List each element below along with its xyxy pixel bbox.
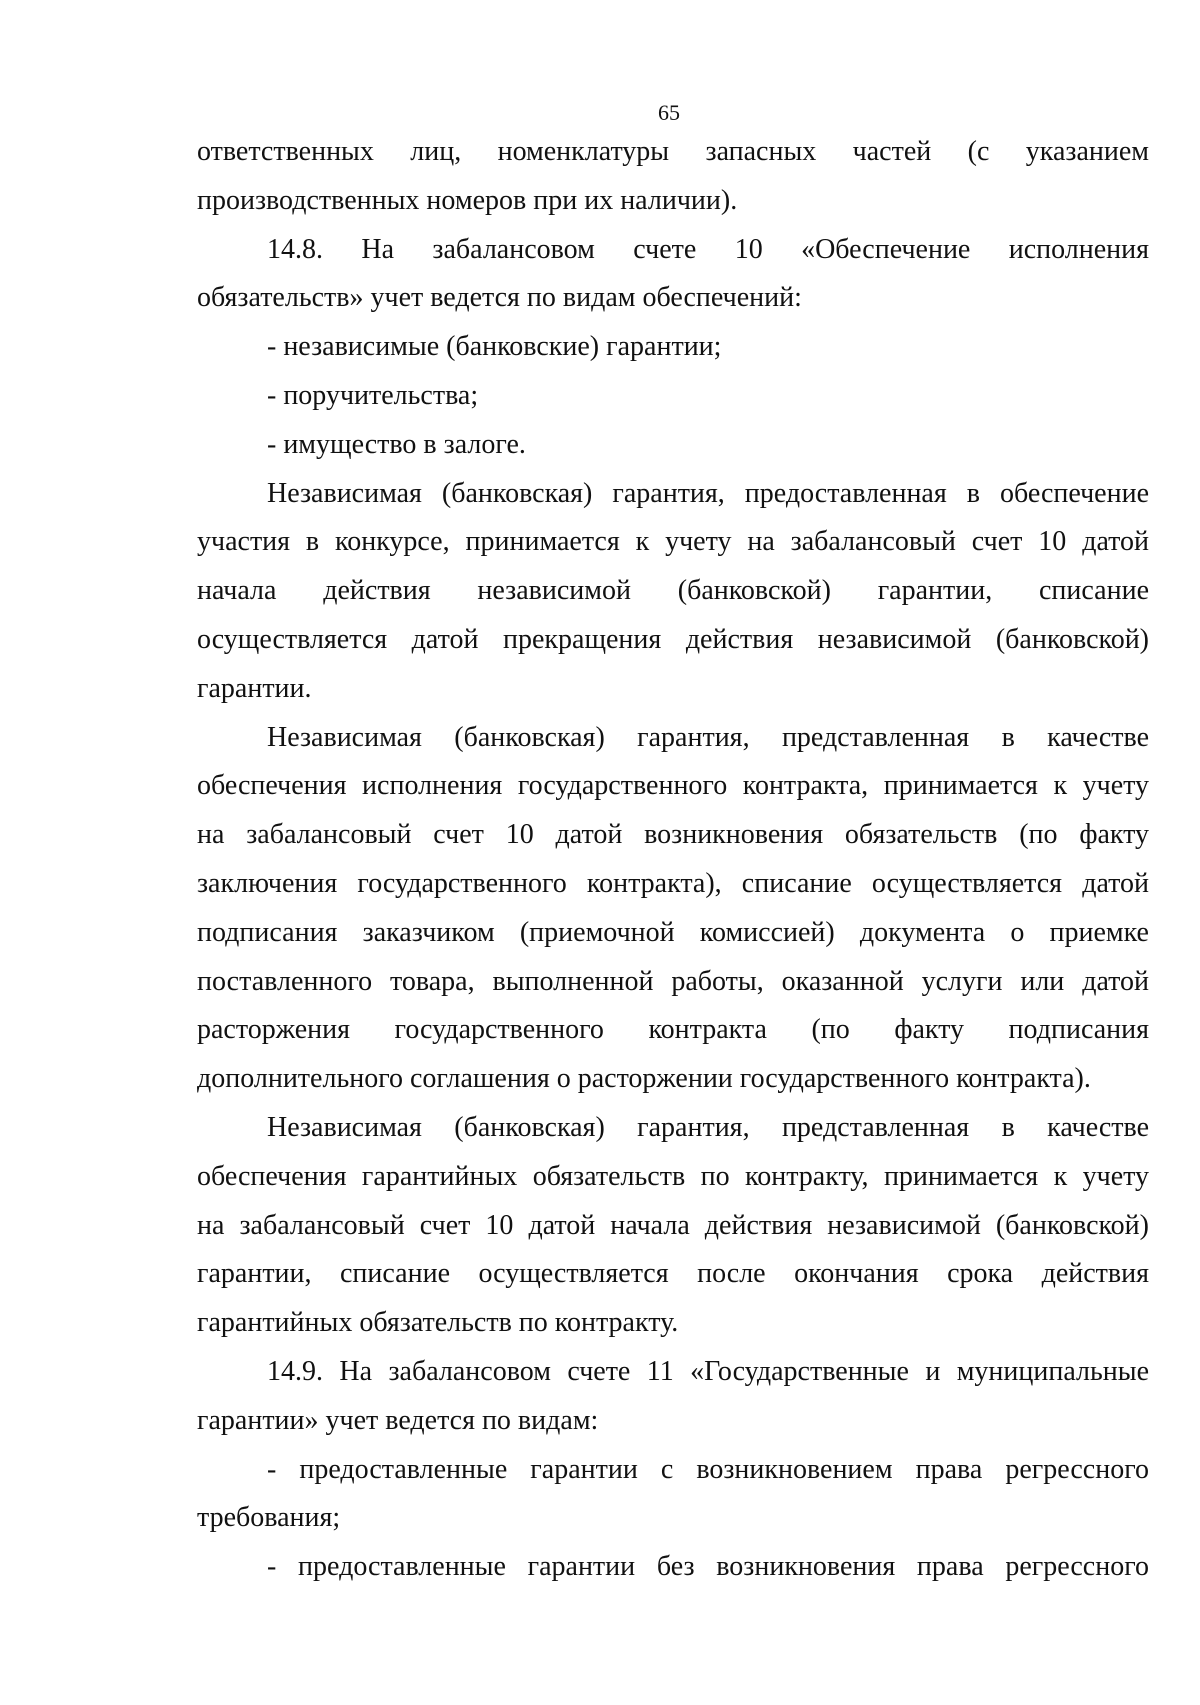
page-number: 65 <box>658 100 680 125</box>
text-line: 14.9. На забалансовом счете 11 «Государственные и муниципальные <box>267 1355 1149 1387</box>
text-line: дополнительного соглашения о расторжении государственного контракта). <box>197 1063 1091 1095</box>
text-line: обеспечения гарантийных обязательств по контракту, принимается к учету <box>197 1160 1149 1192</box>
text-line: обязательств» учет ведется по видам обеспечений: <box>197 282 802 314</box>
text-line: требования; <box>197 1502 341 1534</box>
text-line: гарантии» учет ведется по видам: <box>197 1404 599 1436</box>
text-line: - предоставленные гарантии без возникновения права регрессного <box>267 1551 1149 1583</box>
text-line: гарантии, списание осуществляется после окончания срока действия <box>197 1258 1149 1290</box>
text-line: 14.8. На забалансовом счете 10 «Обеспечение исполнения <box>267 233 1149 265</box>
text-line: подписания заказчиком (приемочной комиссией) документа о приемке <box>197 916 1149 948</box>
text-line: производственных номеров при их наличии). <box>197 184 738 216</box>
text-line: Независимая (банковская) гарантия, предоставленная в обеспечение <box>267 477 1149 509</box>
text-line: - независимые (банковские) гарантии; <box>267 331 722 363</box>
text-line: заключения государственного контракта), списание осуществляется датой <box>197 867 1149 899</box>
text-line: гарантии. <box>197 672 312 704</box>
text-line: Независимая (банковская) гарантия, представленная в качестве <box>267 1111 1149 1143</box>
text-line: осуществляется датой прекращения действия независимой (банковской) <box>197 623 1149 655</box>
text-line: - имущество в залоге. <box>267 428 526 460</box>
text-line: на забалансовый счет 10 датой начала действия независимой (банковской) <box>197 1209 1149 1241</box>
document-body <box>197 128 1149 1592</box>
text-line: Независимая (банковская) гарантия, представленная в качестве <box>267 721 1149 753</box>
text-line: - поручительства; <box>267 379 479 411</box>
text-line: обеспечения исполнения государственного контракта, принимается к учету <box>197 770 1149 802</box>
text-line: расторжения государственного контракта (по факту подписания <box>197 1014 1149 1046</box>
text-line: ответственных лиц, номенклатуры запасных частей (с указанием <box>197 136 1149 167</box>
text-line: - предоставленные гарантии с возникновением права регрессного <box>267 1453 1149 1485</box>
text-line: на забалансовый счет 10 датой возникновения обязательств (по факту <box>197 819 1149 851</box>
text-line: участия в конкурсе, принимается к учету на забалансовый счет 10 датой <box>197 526 1149 558</box>
text-line: начала действия независимой (банковской) гарантии, списание <box>197 575 1149 607</box>
text-line: поставленного товара, выполненной работы, оказанной услуги или датой <box>197 965 1149 997</box>
text-line: гарантийных обязательств по контракту. <box>197 1307 679 1339</box>
